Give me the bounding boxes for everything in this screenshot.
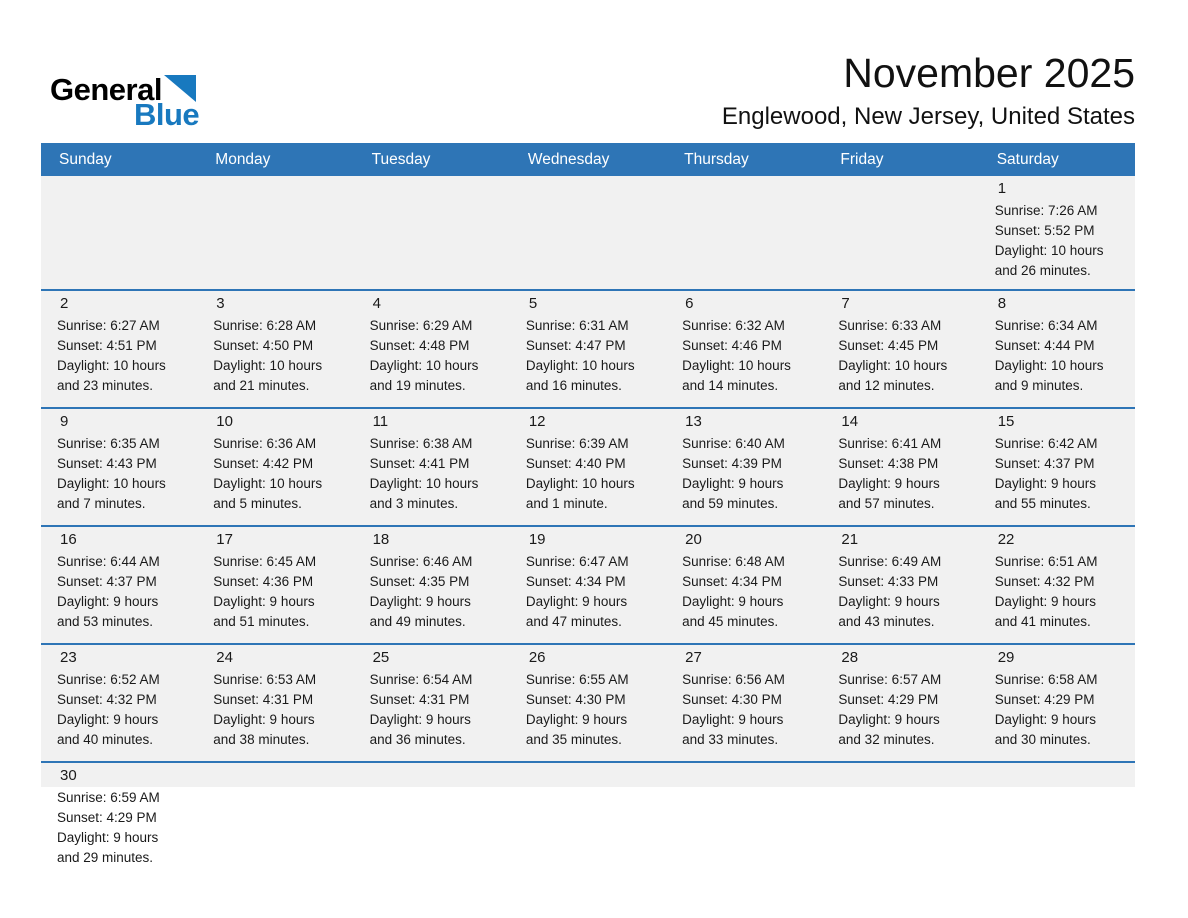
sunrise-text: Sunrise: 6:29 AM: [369, 318, 473, 334]
sunrise-text: Sunrise: 6:57 AM: [838, 672, 942, 688]
weekday-header-saturday: Saturday: [979, 143, 1135, 176]
daylight-text: Daylight: 10 hours and 7 minutes.: [57, 476, 166, 512]
daylight-text: Daylight: 10 hours and 9 minutes.: [994, 358, 1104, 394]
day-cell-empty: [666, 176, 822, 290]
daylight-text: Daylight: 9 hours and 41 minutes.: [994, 594, 1096, 630]
day-cell-29: [979, 644, 1135, 762]
week-row-2: [41, 290, 1135, 408]
sunrise-text: Sunrise: 6:41 AM: [838, 436, 942, 452]
daylight-text: Daylight: 9 hours and 59 minutes.: [682, 476, 784, 512]
sunset-text: Sunset: 4:39 PM: [682, 456, 782, 472]
daylight-text: Daylight: 10 hours and 16 minutes.: [525, 358, 635, 394]
sunrise-text: Sunrise: 6:39 AM: [525, 436, 629, 452]
daylight-text: Daylight: 9 hours and 53 minutes.: [57, 594, 159, 630]
page-header: [41, 0, 1135, 143]
sunrise-text: Sunrise: 6:54 AM: [369, 672, 473, 688]
day-number: 18: [372, 531, 390, 549]
sunrise-text: Sunrise: 6:38 AM: [369, 436, 473, 452]
day-cell-17: [197, 526, 353, 644]
day-cell-18: [354, 526, 510, 644]
day-number: 13: [685, 413, 702, 431]
daylight-text: Daylight: 10 hours and 14 minutes.: [682, 358, 791, 394]
sunset-text: Sunset: 4:37 PM: [57, 574, 157, 590]
weekday-header-row: [41, 143, 1135, 176]
daylight-text: Daylight: 9 hours and 33 minutes.: [682, 712, 784, 748]
sunrise-text: Sunrise: 6:27 AM: [57, 318, 160, 334]
sunset-text: Sunset: 4:31 PM: [213, 692, 314, 708]
day-cell-21: [822, 526, 978, 644]
day-cell-28: [822, 644, 978, 762]
day-number: 30: [60, 767, 77, 785]
day-cell-26: [510, 644, 666, 762]
month-title: November 2025: [843, 50, 1135, 96]
sunrise-text: Sunrise: 6:56 AM: [682, 672, 785, 688]
sunset-text: Sunset: 4:32 PM: [994, 574, 1095, 590]
location-subtitle: Englewood, New Jersey, United States: [721, 103, 1135, 131]
sunset-text: Sunset: 4:43 PM: [57, 456, 157, 472]
sunrise-text: Sunrise: 6:34 AM: [994, 318, 1098, 334]
daylight-text: Daylight: 10 hours and 21 minutes.: [213, 358, 323, 394]
sunset-text: Sunset: 4:30 PM: [525, 692, 626, 708]
daylight-text: Daylight: 9 hours and 36 minutes.: [369, 712, 471, 748]
sunset-text: Sunset: 4:46 PM: [682, 338, 782, 354]
day-cell-empty: [354, 176, 510, 290]
day-number: 17: [216, 531, 233, 549]
sunrise-text: Sunrise: 6:44 AM: [57, 554, 160, 570]
sunset-text: Sunset: 4:29 PM: [57, 810, 157, 826]
day-cell-empty: [822, 176, 978, 290]
sunrise-text: Sunrise: 6:42 AM: [994, 436, 1098, 452]
day-cell-8: [979, 290, 1135, 408]
daylight-text: Daylight: 9 hours and 35 minutes.: [525, 712, 628, 748]
sunrise-text: Sunrise: 6:52 AM: [57, 672, 160, 688]
daylight-text: Daylight: 10 hours and 19 minutes.: [369, 358, 479, 394]
week-row-6: [41, 762, 1135, 881]
sunset-text: Sunset: 4:47 PM: [525, 338, 626, 354]
sunset-text: Sunset: 4:35 PM: [369, 574, 470, 590]
week-row-3: [41, 408, 1135, 526]
daylight-text: Daylight: 9 hours and 40 minutes.: [57, 712, 159, 748]
day-cell-empty: [822, 762, 978, 881]
sunrise-text: Sunrise: 6:53 AM: [213, 672, 317, 688]
day-cell-7: [822, 290, 978, 408]
day-cell-30: [41, 762, 197, 881]
week-row-4: [41, 526, 1135, 644]
day-number: 29: [997, 649, 1015, 667]
day-cell-2: [41, 290, 197, 408]
day-number: 9: [60, 413, 69, 431]
sunrise-text: Sunrise: 7:26 AM: [994, 203, 1098, 219]
daylight-text: Daylight: 10 hours and 23 minutes.: [57, 358, 166, 394]
day-cell-13: [666, 408, 822, 526]
daylight-text: Daylight: 9 hours and 57 minutes.: [838, 476, 940, 512]
sunrise-text: Sunrise: 6:51 AM: [994, 554, 1098, 570]
logo-word-blue: Blue: [134, 97, 200, 132]
weekday-header-monday: Monday: [197, 143, 353, 176]
sunset-text: Sunset: 4:34 PM: [682, 574, 782, 590]
sunrise-text: Sunrise: 6:35 AM: [57, 436, 160, 452]
weekday-header-wednesday: Wednesday: [510, 143, 666, 176]
day-number: 19: [528, 531, 546, 549]
day-number: 2: [60, 295, 69, 313]
sunset-text: Sunset: 4:45 PM: [838, 338, 939, 354]
sunrise-text: Sunrise: 6:48 AM: [682, 554, 785, 570]
day-cell-10: [197, 408, 353, 526]
day-number: 28: [841, 649, 859, 667]
day-cell-12: [510, 408, 666, 526]
day-cell-empty: [510, 762, 666, 881]
day-number: 4: [372, 295, 381, 313]
sunrise-text: Sunrise: 6:36 AM: [213, 436, 317, 452]
sunset-text: Sunset: 4:31 PM: [369, 692, 470, 708]
weekday-header-sunday: Sunday: [41, 143, 197, 176]
day-number: 15: [997, 413, 1015, 431]
day-number: 6: [685, 295, 694, 313]
day-number: 12: [528, 413, 546, 431]
day-cell-23: [41, 644, 197, 762]
sunset-text: Sunset: 4:48 PM: [369, 338, 470, 354]
sunset-text: Sunset: 4:36 PM: [213, 574, 314, 590]
sunrise-text: Sunrise: 6:47 AM: [525, 554, 629, 570]
daylight-text: Daylight: 9 hours and 32 minutes.: [838, 712, 940, 748]
sunset-text: Sunset: 4:29 PM: [838, 692, 939, 708]
sunset-text: Sunset: 4:32 PM: [57, 692, 157, 708]
daylight-text: Daylight: 9 hours and 47 minutes.: [525, 594, 628, 630]
day-number: 1: [997, 180, 1007, 198]
day-number: 16: [60, 531, 77, 549]
sunset-text: Sunset: 4:30 PM: [682, 692, 782, 708]
daylight-text: Daylight: 10 hours and 3 minutes.: [369, 476, 479, 512]
day-cell-27: [666, 644, 822, 762]
day-cell-9: [41, 408, 197, 526]
day-number: 14: [841, 413, 859, 431]
daylight-text: Daylight: 9 hours and 30 minutes.: [994, 712, 1096, 748]
sunset-text: Sunset: 4:51 PM: [57, 338, 157, 354]
sunset-text: Sunset: 4:42 PM: [213, 456, 314, 472]
day-number: 10: [216, 413, 233, 431]
daylight-text: Daylight: 9 hours and 51 minutes.: [213, 594, 315, 630]
day-cell-empty: [354, 762, 510, 881]
sunset-text: Sunset: 4:41 PM: [369, 456, 470, 472]
daylight-text: Daylight: 9 hours and 49 minutes.: [369, 594, 471, 630]
sunrise-text: Sunrise: 6:45 AM: [213, 554, 317, 570]
logo-word-general: General: [50, 72, 162, 107]
day-cell-15: [979, 408, 1135, 526]
day-cell-19: [510, 526, 666, 644]
day-number: 24: [216, 649, 233, 667]
daylight-text: Daylight: 9 hours and 45 minutes.: [682, 594, 784, 630]
day-cell-6: [666, 290, 822, 408]
sunrise-text: Sunrise: 6:55 AM: [525, 672, 629, 688]
sunset-text: Sunset: 4:33 PM: [838, 574, 939, 590]
day-cell-14: [822, 408, 978, 526]
day-number: 8: [997, 295, 1007, 313]
day-cell-1: [979, 176, 1135, 290]
day-number: 3: [216, 295, 225, 313]
day-cell-empty: [197, 176, 353, 290]
day-cell-16: [41, 526, 197, 644]
daylight-text: Daylight: 10 hours and 1 minute.: [525, 476, 635, 512]
calendar-table: [41, 143, 1135, 881]
day-number: 22: [997, 531, 1015, 549]
sunset-text: Sunset: 4:37 PM: [994, 456, 1095, 472]
header-titles: [722, 48, 1135, 131]
day-number: 21: [841, 531, 859, 549]
sunrise-text: Sunrise: 6:31 AM: [525, 318, 629, 334]
daylight-text: Daylight: 9 hours and 43 minutes.: [838, 594, 940, 630]
sunset-text: Sunset: 4:34 PM: [525, 574, 626, 590]
weekday-header-friday: Friday: [822, 143, 978, 176]
day-cell-24: [197, 644, 353, 762]
week-row-5: [41, 644, 1135, 762]
sunset-text: Sunset: 4:38 PM: [838, 456, 939, 472]
calendar-body: [41, 176, 1135, 881]
day-cell-5: [510, 290, 666, 408]
sunset-text: Sunset: 4:50 PM: [213, 338, 314, 354]
day-number: 23: [60, 649, 77, 667]
day-number: 27: [685, 649, 702, 667]
day-cell-empty: [197, 762, 353, 881]
sunrise-text: Sunrise: 6:40 AM: [682, 436, 785, 452]
day-number: 5: [528, 295, 538, 313]
sunrise-text: Sunrise: 6:32 AM: [682, 318, 785, 334]
daylight-text: Daylight: 10 hours and 5 minutes.: [213, 476, 323, 512]
sunrise-text: Sunrise: 6:28 AM: [213, 318, 317, 334]
daylight-text: Daylight: 10 hours and 26 minutes.: [994, 243, 1104, 279]
day-cell-empty: [510, 176, 666, 290]
sunset-text: Sunset: 4:29 PM: [994, 692, 1095, 708]
sunrise-text: Sunrise: 6:46 AM: [369, 554, 473, 570]
daylight-text: Daylight: 9 hours and 55 minutes.: [994, 476, 1096, 512]
day-cell-25: [354, 644, 510, 762]
sunset-text: Sunset: 5:52 PM: [994, 223, 1095, 239]
day-cell-20: [666, 526, 822, 644]
day-cell-3: [197, 290, 353, 408]
day-cell-empty: [979, 762, 1135, 881]
weekday-header-thursday: Thursday: [666, 143, 822, 176]
day-number: 26: [528, 649, 546, 667]
day-number: 20: [685, 531, 702, 549]
general-blue-logo: [41, 48, 199, 130]
day-number: 25: [372, 649, 390, 667]
daylight-text: Daylight: 9 hours and 29 minutes.: [57, 830, 159, 866]
sunrise-text: Sunrise: 6:33 AM: [838, 318, 942, 334]
day-cell-11: [354, 408, 510, 526]
day-number: 7: [841, 295, 850, 313]
day-cell-empty: [666, 762, 822, 881]
sunrise-text: Sunrise: 6:58 AM: [994, 672, 1098, 688]
daylight-text: Daylight: 10 hours and 12 minutes.: [838, 358, 948, 394]
sunrise-text: Sunrise: 6:49 AM: [838, 554, 942, 570]
daylight-text: Daylight: 9 hours and 38 minutes.: [213, 712, 315, 748]
sunset-text: Sunset: 4:40 PM: [525, 456, 626, 472]
day-cell-empty: [41, 176, 197, 290]
sunrise-text: Sunrise: 6:59 AM: [57, 790, 160, 806]
day-number: 11: [372, 413, 389, 431]
day-cell-4: [354, 290, 510, 408]
weekday-header-tuesday: Tuesday: [354, 143, 510, 176]
day-cell-22: [979, 526, 1135, 644]
week-row-1: [41, 176, 1135, 290]
sunset-text: Sunset: 4:44 PM: [994, 338, 1095, 354]
